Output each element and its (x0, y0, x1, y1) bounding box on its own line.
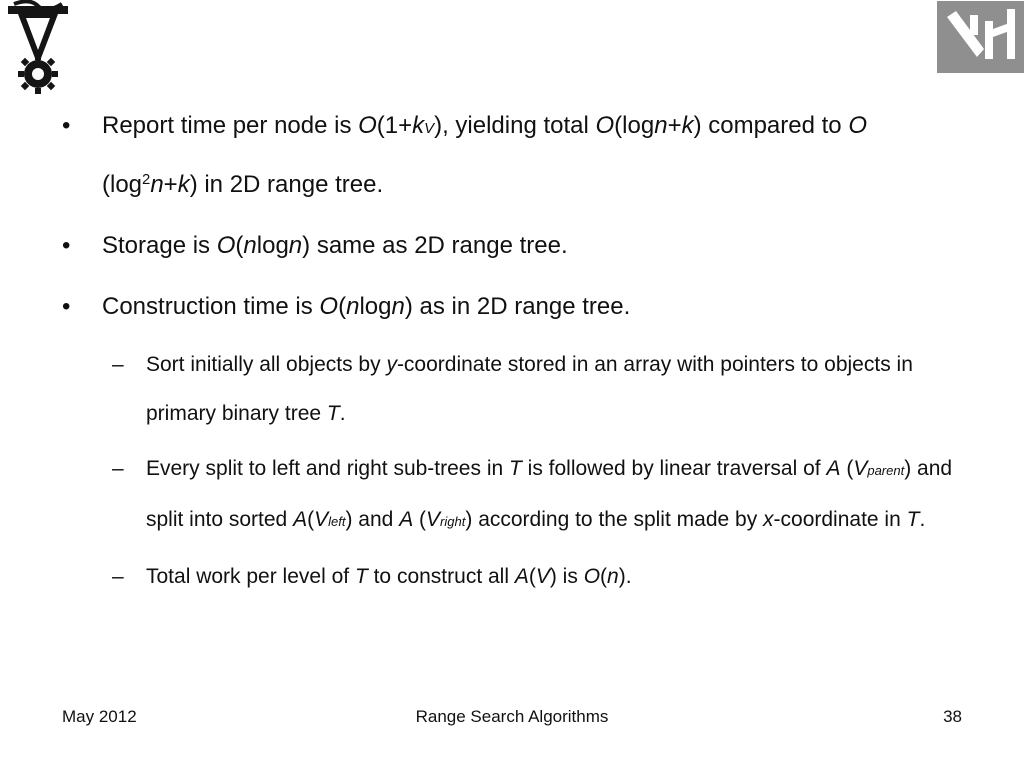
bullet-marker: • (62, 293, 71, 320)
math-var: T (326, 402, 340, 425)
bullet-report-time (62, 98, 962, 212)
math-var: T (354, 565, 368, 588)
bullet-marker: • (62, 232, 71, 259)
text: + (667, 112, 682, 139)
math-var: k (412, 112, 425, 139)
text: ( (413, 508, 427, 531)
math-var: n (654, 112, 668, 139)
math-var: O (216, 232, 236, 259)
technion-logo-icon (0, 0, 76, 94)
footer-date: May 2012 (62, 707, 137, 726)
math-var: V (314, 508, 329, 531)
text: Report time per node is (102, 112, 359, 139)
text: ) as in 2D range tree. (404, 293, 631, 320)
text: ( (235, 232, 244, 259)
math-var: O (319, 293, 339, 320)
bullet-marker: • (62, 112, 71, 139)
page-number: 38 (943, 707, 962, 726)
subscript: V (424, 121, 435, 137)
subbullet-split (62, 444, 962, 546)
text: ) and split into sorted (146, 457, 953, 531)
text: ) according to the split made by (465, 508, 764, 531)
text: ). (618, 565, 632, 588)
subscript: parent (867, 463, 905, 478)
subbullet-sort (62, 340, 962, 438)
math-var: k (681, 112, 694, 139)
text: ( (840, 457, 854, 480)
text: Every split to left and right sub-trees in (146, 457, 509, 480)
text: ), yielding total (434, 112, 596, 139)
math-var: n (391, 293, 405, 320)
text: log (359, 293, 392, 320)
text: ) is (549, 565, 584, 588)
dash-marker: – (112, 565, 124, 588)
math-var: x (763, 508, 774, 531)
text: (log (102, 171, 143, 198)
text: log (256, 232, 289, 259)
text: (log (614, 112, 655, 139)
text: -coordinate stored in an array with pointers to objects in primary binary tree (146, 353, 913, 425)
math-var: T (906, 508, 920, 531)
math-var: A (293, 508, 308, 531)
text: ) compared to (693, 112, 849, 139)
text: ( (338, 293, 347, 320)
text: ( (307, 508, 315, 531)
bullet-storage (62, 218, 962, 273)
math-var: T (509, 457, 522, 480)
text: ) and (345, 508, 400, 531)
math-var: O (583, 565, 601, 588)
subscript: left (328, 514, 346, 529)
math-var: A (826, 457, 841, 480)
text: to construct all (367, 565, 515, 588)
math-var: O (358, 112, 377, 139)
math-var: k (177, 171, 190, 198)
superscript: 2 (142, 171, 151, 188)
footer-title: Range Search Algorithms (415, 707, 609, 726)
subbullet-total-work (62, 552, 962, 601)
math-var: A (399, 508, 414, 531)
math-var: n (150, 171, 164, 198)
text: ) same as 2D range tree. (302, 232, 568, 259)
slide-body (62, 98, 962, 607)
text: ) in 2D range tree. (189, 171, 384, 198)
math-var: n (243, 232, 257, 259)
text: -coordinate in (773, 508, 907, 531)
dash-marker: – (112, 353, 124, 376)
text: ( (528, 565, 536, 588)
text: ( (600, 565, 608, 588)
text: (1+ (376, 112, 413, 139)
math-var: n (288, 232, 303, 259)
text: Construction time is (102, 293, 320, 320)
math-var: n (607, 565, 619, 588)
dash-marker: – (112, 457, 124, 480)
text: Sort initially all objects by (146, 353, 387, 376)
math-var: A (514, 565, 529, 588)
text: Total work per level of (146, 565, 355, 588)
text: is followed by linear traversal of (521, 457, 827, 480)
subscript: right (440, 514, 466, 529)
text: . (919, 508, 926, 531)
hebrew-letters-logo-icon (937, 1, 1024, 73)
math-var: V (426, 508, 441, 531)
text: . (339, 402, 346, 425)
math-var: V (853, 457, 868, 480)
text: Storage is (102, 232, 217, 259)
math-var: n (346, 293, 360, 320)
text: + (163, 171, 178, 198)
math-var: O (848, 112, 867, 139)
math-var: O (595, 112, 615, 139)
bullet-construction-time (62, 279, 962, 334)
math-var: V (535, 565, 550, 588)
math-var: y (386, 353, 397, 376)
